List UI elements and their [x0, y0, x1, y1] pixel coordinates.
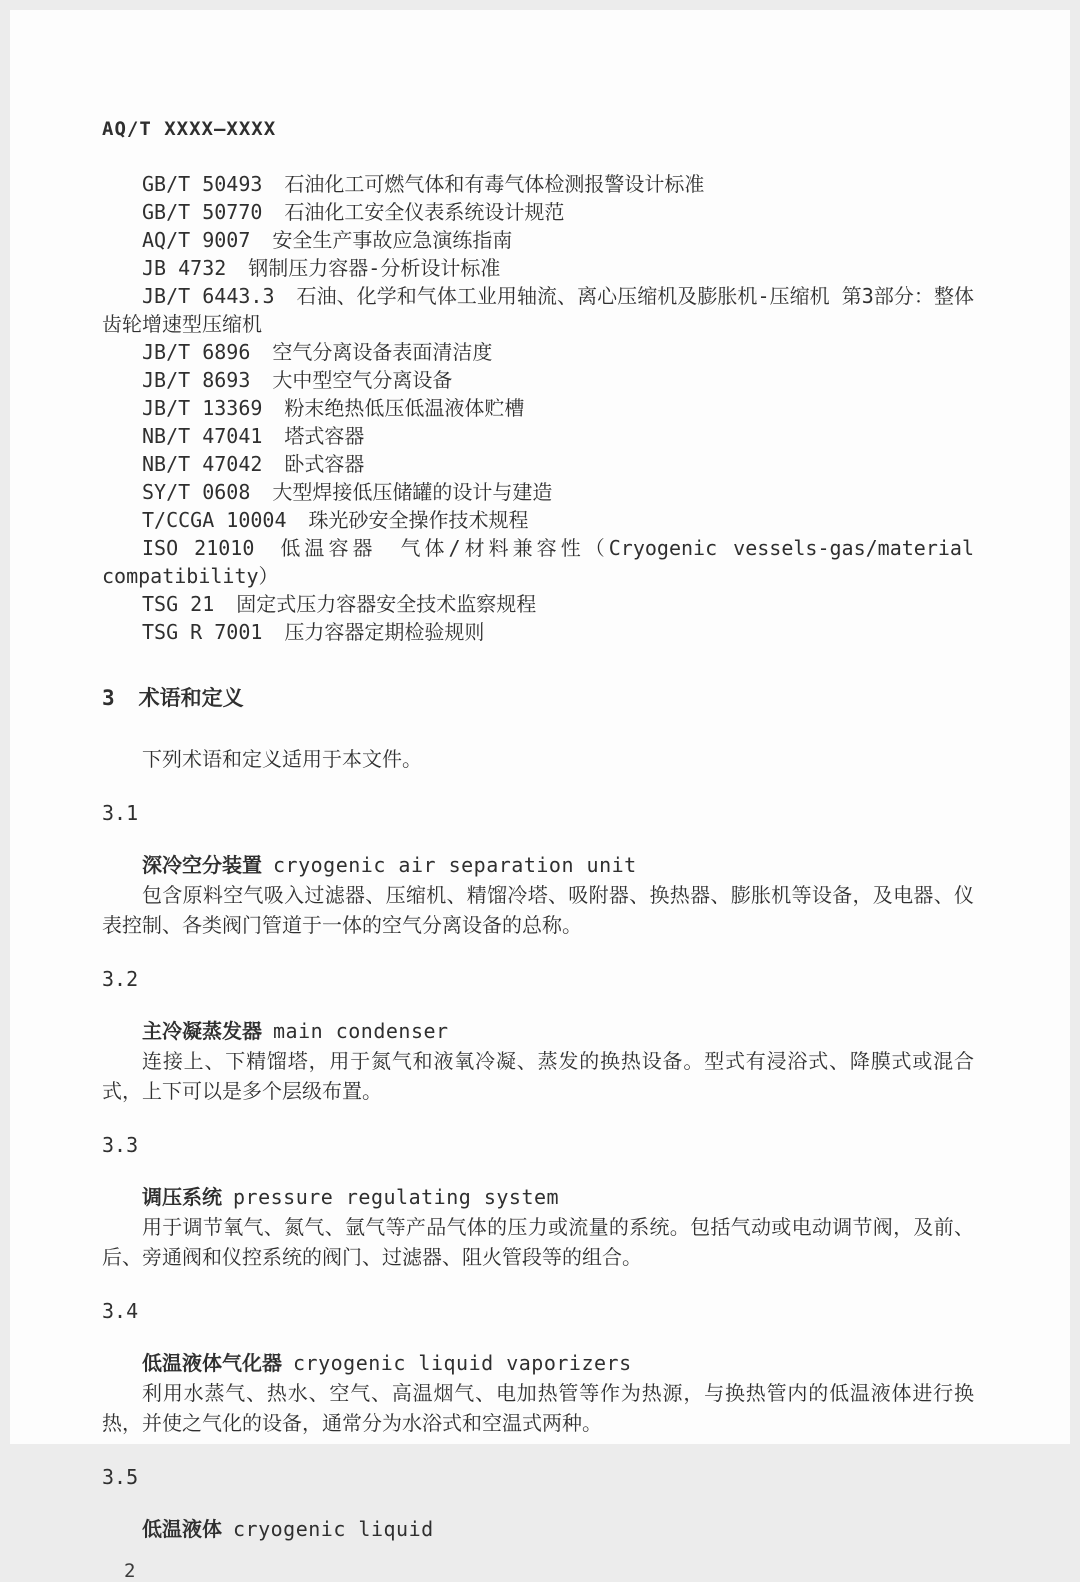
term-heading	[102, 850, 974, 880]
term-chinese: 主冷凝蒸发器	[142, 1019, 262, 1043]
reference-code: JB/T 8693	[142, 368, 251, 392]
reference-title: 石油化工可燃气体和有毒气体检测报警设计标准	[284, 172, 705, 196]
page-number: 2	[124, 1560, 136, 1582]
reference-code: TSG 21	[142, 592, 215, 616]
reference-code: GB/T 50770	[142, 200, 263, 224]
term-heading	[102, 1016, 974, 1046]
term-chinese: 低温液体	[142, 1517, 222, 1541]
term-heading	[102, 1182, 974, 1212]
reference-title: 大中型空气分离设备	[272, 368, 453, 392]
reference-title: 大型焊接低压储罐的设计与建造	[272, 480, 553, 504]
reference-item	[102, 478, 974, 506]
reference-item	[102, 422, 974, 450]
reference-title: 压力容器定期检验规则	[284, 620, 485, 644]
reference-code: AQ/T 9007	[142, 228, 251, 252]
term-number: 3.4	[102, 1299, 139, 1323]
term-number: 3.2	[102, 967, 139, 991]
term-heading	[102, 1514, 974, 1544]
reference-item	[102, 170, 974, 198]
section-number: 3	[102, 686, 115, 710]
term-english: cryogenic air separation unit	[273, 853, 637, 877]
reference-title: 卧式容器	[284, 452, 365, 476]
reference-item	[102, 590, 974, 618]
reference-code: T/CCGA 10004	[142, 508, 287, 532]
reference-title: 珠光砂安全操作技术规程	[308, 508, 529, 532]
reference-title: 空气分离设备表面清洁度	[272, 340, 493, 364]
section-title: 术语和定义	[138, 686, 244, 710]
term-english: cryogenic liquid	[233, 1517, 434, 1541]
reference-item	[102, 366, 974, 394]
term-english: cryogenic liquid vaporizers	[293, 1351, 632, 1375]
reference-item	[102, 282, 974, 338]
term-english: pressure regulating system	[233, 1185, 560, 1209]
term-definition: 利用水蒸气、热水、空气、高温烟气、电加热管等作为热源，与换热管内的低温液体进行换热，并使之气化的设备，通常分为水浴式和空温式两种。	[102, 1381, 974, 1435]
reference-title: 钢制压力容器-分析设计标准	[248, 256, 501, 280]
reference-item	[102, 394, 974, 422]
running-header: AQ/T XXXX—XXXX	[102, 118, 277, 140]
reference-item	[102, 506, 974, 534]
reference-code: JB/T 6896	[142, 340, 251, 364]
reference-code: JB/T 13369	[142, 396, 263, 420]
reference-code: ISO 21010	[142, 536, 255, 560]
document-page	[10, 10, 1070, 1582]
section-heading	[102, 682, 974, 712]
term-english: main condenser	[273, 1019, 449, 1043]
reference-item	[102, 338, 974, 366]
reference-item	[102, 618, 974, 646]
reference-title: 石油、化学和气体工业用轴流、离心压缩机及膨胀机-压缩机 第3部分：整体齿轮增速型压缩机	[102, 284, 975, 336]
reference-code: JB/T 6443.3	[142, 284, 275, 308]
section-intro: 下列术语和定义适用于本文件。	[142, 747, 422, 771]
reference-code: SY/T 0608	[142, 480, 251, 504]
reference-code: TSG R 7001	[142, 620, 263, 644]
reference-item	[102, 450, 974, 478]
reference-item	[102, 254, 974, 282]
term-definition: 连接上、下精馏塔，用于氮气和液氧冷凝、蒸发的换热设备。型式有浸浴式、降膜式或混合式，上下可以是多个层级布置。	[102, 1049, 974, 1103]
term-definition: 包含原料空气吸入过滤器、压缩机、精馏冷塔、吸附器、换热器、膨胀机等设备，及电器、仪表控制、各类阀门管道于一体的空气分离设备的总称。	[102, 883, 974, 937]
reference-title: 固定式压力容器安全技术监察规程	[236, 592, 537, 616]
normative-references-list	[102, 170, 974, 646]
reference-title: 塔式容器	[284, 424, 365, 448]
term-number: 3.5	[102, 1465, 139, 1489]
term-chinese: 深冷空分装置	[142, 853, 262, 877]
reference-title: 粉末绝热低压低温液体贮槽	[284, 396, 525, 420]
term-number: 3.1	[102, 801, 139, 825]
term-chinese: 低温液体气化器	[142, 1351, 282, 1375]
term-chinese: 调压系统	[142, 1185, 222, 1209]
reference-code: GB/T 50493	[142, 172, 263, 196]
reference-title: 安全生产事故应急演练指南	[272, 228, 513, 252]
reference-title: 低温容器 气体/材料兼容性（Cryogenic vessels-gas/material compatibility）	[102, 536, 974, 588]
reference-item	[102, 534, 974, 590]
term-definition: 用于调节氧气、氮气、氩气等产品气体的压力或流量的系统。包括气动或电动调节阀，及前、后、旁通阀和仪控系统的阀门、过滤器、阻火管段等的组合。	[102, 1215, 974, 1269]
term-heading	[102, 1348, 974, 1378]
reference-item	[102, 226, 974, 254]
reference-item	[102, 198, 974, 226]
reference-title: 石油化工安全仪表系统设计规范	[284, 200, 565, 224]
reference-code: NB/T 47042	[142, 452, 263, 476]
reference-code: NB/T 47041	[142, 424, 263, 448]
term-number: 3.3	[102, 1133, 139, 1157]
reference-code: JB 4732	[142, 256, 227, 280]
